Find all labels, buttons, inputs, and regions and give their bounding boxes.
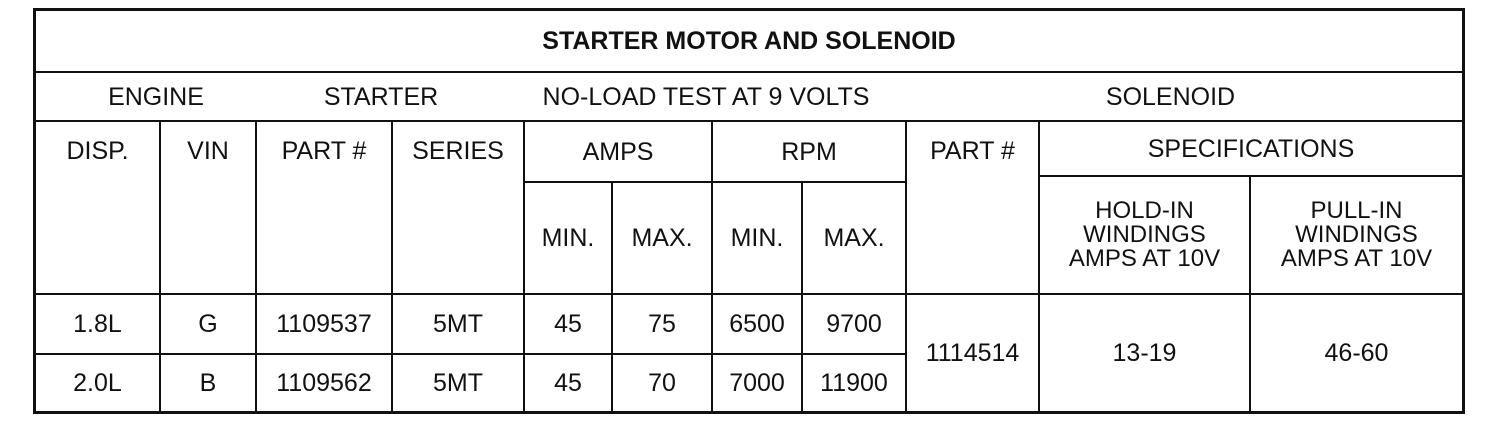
col-header-series: SERIES — [412, 137, 504, 165]
sub-header-rpm-min: MIN. — [730, 224, 784, 252]
row1-amps-max: 75 — [648, 310, 676, 338]
row2-series: 5MT — [433, 369, 483, 397]
row2-rpm-max: 11900 — [820, 369, 888, 397]
col-header-solenoid-part: PART # — [930, 137, 1015, 165]
spec-table — [33, 8, 1465, 414]
col-header-vin: VIN — [187, 137, 229, 165]
row2-amps-max: 70 — [648, 369, 676, 397]
table-title: STARTER MOTOR AND SOLENOID — [542, 27, 956, 55]
col-header-starter-part: PART # — [281, 137, 367, 165]
solenoid-hold-in: 13-19 — [1112, 339, 1177, 367]
solenoid-pull-in: 46-60 — [1324, 339, 1389, 367]
sub-header-pull-in: PULL-IN WINDINGS AMPS AT 10V — [1280, 197, 1433, 272]
col-header-specifications: SPECIFICATIONS — [1147, 134, 1355, 163]
sub-header-amps-min: MIN. — [541, 224, 595, 252]
row1-part: 1109537 — [276, 310, 372, 338]
col-header-rpm: RPM — [781, 137, 837, 166]
row1-rpm-max: 9700 — [826, 310, 882, 338]
col-header-disp: DISP. — [66, 137, 129, 165]
row1-disp: 1.8L — [73, 310, 122, 338]
row1-vin: G — [198, 310, 218, 338]
solenoid-part: 1114514 — [925, 339, 1020, 367]
row1-rpm-min: 6500 — [729, 310, 785, 338]
row2-rpm-min: 7000 — [729, 369, 785, 397]
group-header-starter: STARTER — [323, 82, 439, 111]
row2-disp: 2.0L — [73, 369, 122, 397]
group-header-engine: ENGINE — [108, 82, 204, 111]
row2-vin: B — [199, 369, 217, 397]
row1-series: 5MT — [433, 310, 483, 338]
row2-part: 1109562 — [276, 369, 372, 397]
group-header-no-load-test: NO-LOAD TEST AT 9 VOLTS — [542, 82, 870, 111]
col-header-amps: AMPS — [582, 137, 654, 166]
sub-header-rpm-max: MAX. — [823, 224, 885, 252]
sub-header-amps-max: MAX. — [631, 224, 693, 252]
row2-amps-min: 45 — [554, 369, 582, 397]
row1-amps-min: 45 — [554, 310, 582, 338]
group-header-solenoid: SOLENOID — [1105, 82, 1236, 111]
sub-header-hold-in: HOLD-IN WINDINGS AMPS AT 10V — [1068, 197, 1221, 272]
